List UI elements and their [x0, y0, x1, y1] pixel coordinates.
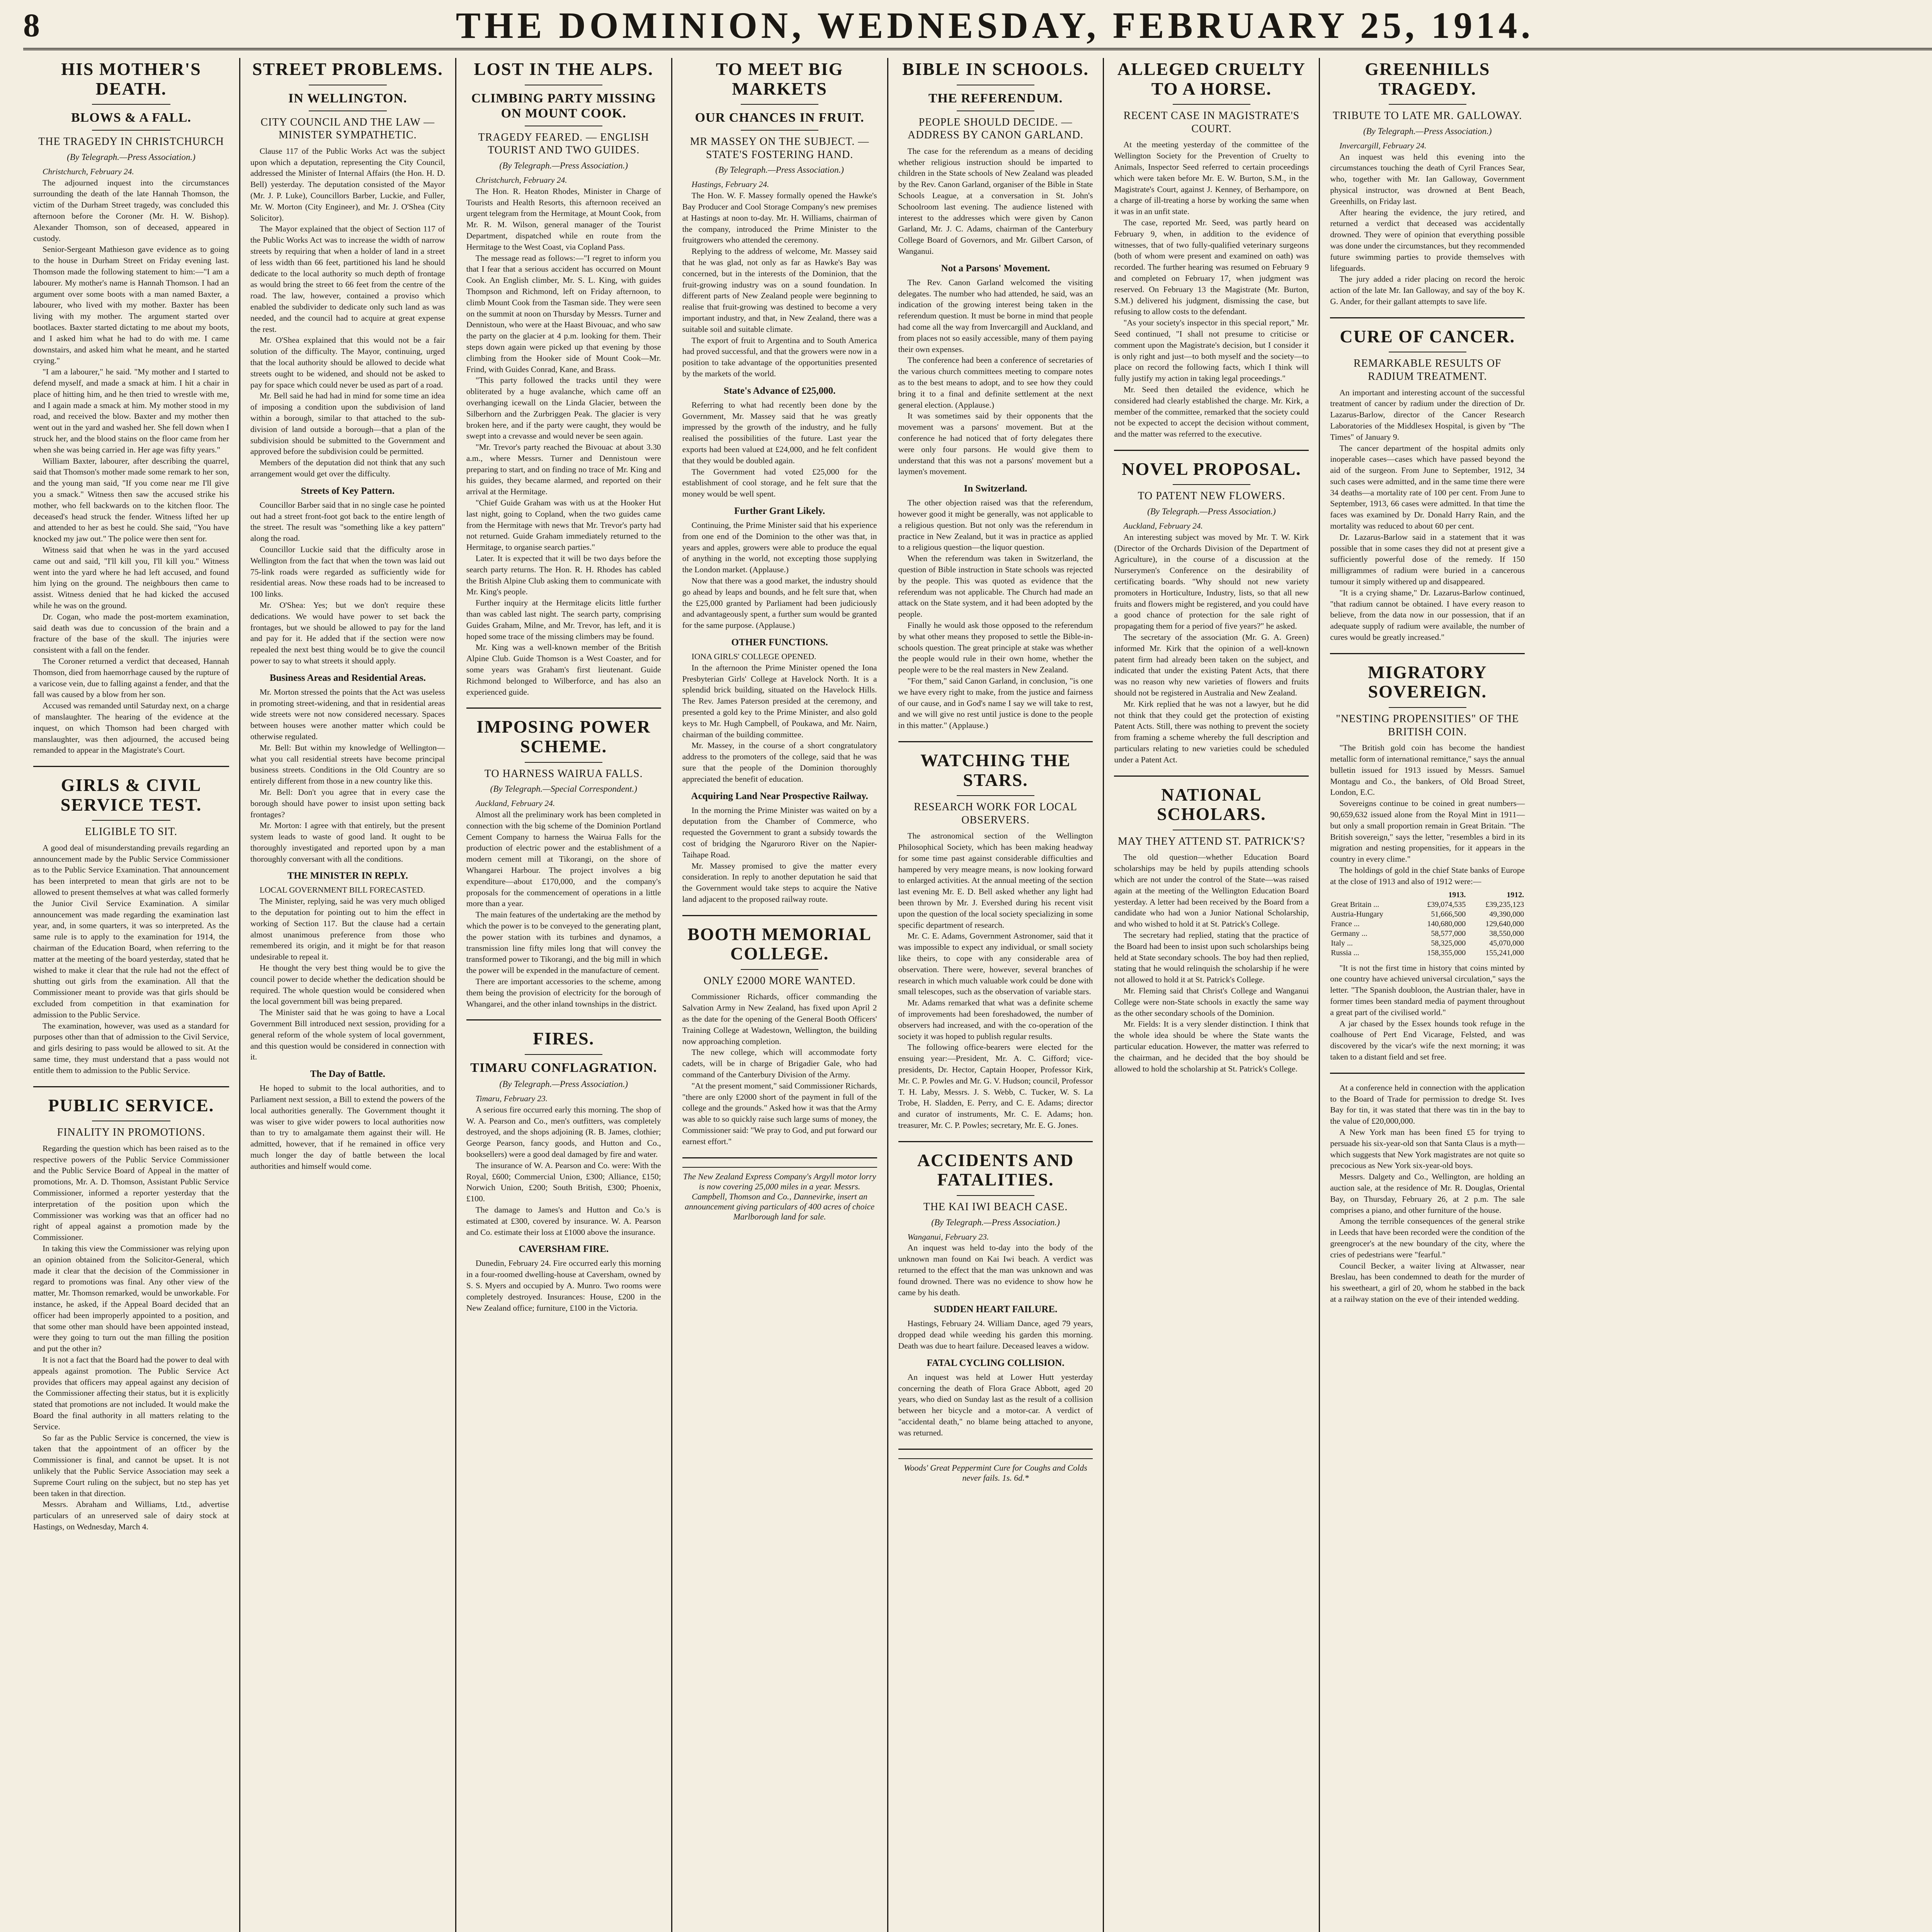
headline: IMPOSING POWER SCHEME.: [476, 717, 651, 757]
headline: MIGRATORY SOVEREIGN.: [1367, 662, 1487, 702]
subheadline: OUR CHANCES IN FRUIT.: [695, 111, 864, 125]
table-cell: £39,235,123: [1485, 900, 1524, 909]
paragraph: The following office-bearers were elected for the ensuing year:—President, Mr. A. C. Gifford; vice-presidents, Dr. Hector, Captain Hooper, Professor Kirk, Mr. C. P. Powles and Mr. G. V. Hudson; council, Professor T. H. Laby, Messrs. J. S. Webb, C. Tucker, W. S. La Trobe, H. Sladden, E. Perry, and C. E. Adams; director and curator of instruments, Mr. C. E. Adams; hon. treasurer, Mr. C. P. Powles; secretary, Mr. E. G. Jones.: [898, 1043, 1093, 1130]
paragraph: Commissioner Richards, officer commanding the Salvation Army in New Zealand, has fixed upon April 2 as the date for the opening of the General Booth Officers' Training College at Wadestown, Wellington, the building now approaching completion.: [682, 992, 877, 1046]
deck: ONLY £2000 MORE WANTED.: [703, 975, 856, 987]
paragraph: Dunedin, February 24. Fire occurred early this morning in a four-roomed dwelling-house at Caversham, owned by S. S. Myers and occupied by A. Munro. Two rooms were completely destroyed. Insurances: House, £200 in the New Zealand office; furniture, £100 in the Victoria.: [466, 1259, 661, 1313]
dateline: Timaru, February 23.: [475, 1094, 548, 1104]
deck: FINALITY IN PROMOTIONS.: [57, 1126, 206, 1139]
paragraph: The jury added a rider placing on record the heroic action of the late Mr. Ian Galloway, and say of the boy K. G. Ander, for their gallant attempts to save life.: [1330, 274, 1525, 306]
short-rule: [957, 795, 1035, 796]
paragraph: Mr. Bell: But within my knowledge of Wellington—what you call residential streets have become principal business streets. Conditions in the Old Country are so entirely different from those in a new country like this.: [250, 743, 445, 786]
paragraph: Regarding the question which has been raised as to the respective powers of the Public Service Commissioner and the Public Service Board of Appeal in the matter of promotions, Mr. A. D. Thomson, Assistant Public Service Commissioner, informed a reporter yesterday that the interpretation of the position upon which the Commissioner was working was that an officer had no right of appeal against a promotion made by the Commissioner.: [33, 1143, 229, 1242]
paragraph: An inquest was held to-day into the body of the unknown man found on Kai Iwi beach. A verdict was returned to the effect that the man was unknown and was found drowned. There was no evidence to show how he came by his death.: [898, 1243, 1093, 1297]
article-divider: [1330, 1073, 1525, 1074]
paragraph: Later. It is expected that it will be two days before the search party returns. The Hon. R. H. Rhodes has cabled the British Alpine Club asking them to communicate with Mr. King's people.: [466, 554, 661, 597]
paragraph: The Hon. R. Heaton Rhodes, Minister in Charge of Tourists and Health Resorts, this afternoon received an urgent telegram from the Hermitage, at Mount Cook, from Mr. R. M. Wilson, general manager of the Tourist Department, dispatched while en route from the Hermitage to the West Coast, via Copland Pass.: [466, 186, 661, 252]
headline: WATCHING THE STARS.: [920, 750, 1071, 790]
deck: MR MASSEY ON THE SUBJECT. — STATE'S FOSTERING HAND.: [690, 136, 869, 161]
paragraph: Accused was remanded until Saturday next, on a charge of manslaughter. The hearing of the evidence at the inquest, on which Thomson had been charged with manslaughter, was then adjourned, the accused being remanded to appear in the Magistrate's Court.: [33, 701, 229, 755]
article: [1114, 785, 1309, 1075]
article-divider: [682, 1157, 877, 1158]
paragraph: In the afternoon the Prime Minister opened the Iona Presbyterian Girls' College at Havelock North. It is a splendid brick building, situated on the Havelock Hills. The Rev. James Paterson presided at the ceremony, and presented a gold key to the Prime Minister, and also gold keys to Mr. Hugh Campbell, of Poukawa, and Mr. Nairn, chairman of the building committee.: [682, 663, 877, 739]
article-divider: [466, 1019, 661, 1020]
paragraph: "Chief Guide Graham was with us at the Hooker Hut last night, going to Copland, when the two guides came from the Hermitage with news that Mr. Trevor's party had not returned. Guide Graham immediately returned to the Hermitage, to organise search parties.": [466, 498, 661, 552]
table-cell: 51,666,500: [1431, 910, 1466, 918]
table-cell: Austria-Hungary: [1331, 910, 1383, 918]
column-4: [671, 58, 887, 1932]
table-row: [1330, 939, 1525, 948]
column-3: [455, 58, 671, 1932]
section-heading: In Switzerland.: [964, 483, 1027, 494]
paragraph: At the meeting yesterday of the committee of the Wellington Society for the Prevention of Cruelty to Animals, Inspector Seed referred to certain proceedings which were taken before Mr. E. W. Burton, S.M., in the Magistrate's Court, against J. Kenney, of Berhampore, on a charge of ill-treating a horse by working the same when it was in an unfit state.: [1114, 140, 1309, 216]
dateline: Invercargill, February 24.: [1339, 141, 1427, 150]
paragraph: A New York man has been fined £5 for trying to persuade his six-year-old son that Santa Claus is a myth—which suggests that New York magistrates are not quite so precocious as New York six-year-old boys.: [1330, 1127, 1525, 1170]
paragraph: Finally he would ask those opposed to the referendum by what other means they proposed to settle the Bible-in-schools question. The great principle at stake was whether the people would rule in their own home, whether the people were to be the real masters in New Zealand.: [898, 620, 1093, 675]
article: [682, 60, 877, 905]
article: [898, 60, 1093, 731]
paragraph: The main features of the undertaking are the method by which the power is to be conveyed to the generating plant, the power station with its turbines and dynamos, a transmission line fifty miles long that will convey the transformed power to Tikorangi, and the big mill in which the power will be expended in the manufacture of cement.: [466, 910, 661, 975]
paragraph: There are important accessories to the scheme, among them being the provision of electricity for the borough of Whangarei, and the other inland townships in the district.: [466, 976, 661, 1009]
headline: GREENHILLS TRAGEDY.: [1365, 59, 1490, 99]
paragraph: "Mr. Trevor's party reached the Bivouac at about 3.30 a.m., where Messrs. Turner and Dennistoun were preparing to start, and on finding no trace of Mr. King and his guides, they became alarmed, and reported on their arrival at the Hermitage.: [466, 442, 661, 497]
paragraph: "As your society's inspector in this special report," Mr. Seed continued, "I shall not presume to criticise or comment upon the Magistrate's decision, but I consider it is only right and just—to both myself and the society—to place on record the following facts, which I think will fully justify my action in taking legal proceedings.": [1114, 318, 1309, 383]
table-cell: 155,241,000: [1485, 948, 1524, 957]
paragraph: The astronomical section of the Wellington Philosophical Society, which has been making headway for some time past against considerable difficulties and hampered by very meagre means, is now looking forward to enlarged activities. At the annual meeting of the section last evening Mr. E. D. Bell asked whether any light had been thrown by Mr. J. Evershed during his recent visit upon the question of the local society specializing in some specific department of research.: [898, 831, 1093, 930]
paragraph: Mr. C. E. Adams, Government Astronomer, said that it was impossible to expect any individual, or small society like theirs, to cope with any considerable area of observation. There were, however, several branches of research in which much valuable work could be done with small telescopes, such as the observation of variable stars.: [898, 931, 1093, 997]
paragraph: Mr. O'Shea explained that this would not be a fair solution of the difficulty. The Mayor, continuing, urged that the local authority should be allowed to decide what streets ought to be widened, and should not be asked to pay for space which could never be used as part of a road.: [250, 335, 445, 389]
paragraph: Dr. Cogan, who made the post-mortem examination, said death was due to concussion of the brain and a fracture of the base of the skull. The injuries were consistent with a fall on the fender.: [33, 612, 229, 655]
table-row: [1330, 948, 1525, 958]
paragraph: Mr. Morton stressed the points that the Act was useless in promoting street-widening, and that in residential areas wide streets were not now considered necessary. Spaces between houses were another matter which could be otherwise regulated.: [250, 687, 445, 741]
article-divider: [898, 1449, 1093, 1450]
paragraph: Mr. Morton: I agree with that entirely, but the present system leads to waste of good land. It ought to be thoroughly investigated and reported upon by a man thoroughly conversant with all the conditions.: [250, 821, 445, 864]
dateline: Auckland, February 24.: [475, 799, 555, 808]
headline: CURE OF CANCER.: [1340, 326, 1515, 346]
table-header-cell: 1912.: [1507, 890, 1524, 899]
article-divider: [898, 741, 1093, 742]
paragraph: Hastings, February 24. William Dance, aged 79 years, dropped dead while weeding his garden this morning. Death was due to heart failure. Deceased leaves a widow.: [898, 1319, 1093, 1350]
short-rule: [1173, 104, 1251, 105]
column-6: [1103, 58, 1319, 1932]
table-cell: Italy ...: [1331, 939, 1353, 947]
paragraph: Almost all the preliminary work has been completed in connection with the big scheme of the Dominion Portland Cement Company to harness the Wairua Falls for the production of electric power and the establishment of a modern cement mill at Tikorangi, on the shore of Whangarei Harbour. The project involves a big expenditure—about £170,000, and the company's proposals for the commencement of operations in a little more than a year.: [466, 810, 661, 908]
column-7: [1319, 58, 1535, 1932]
deck: THE KAI IWI BEACH CASE.: [923, 1201, 1068, 1213]
paragraph: The Minister, replying, said he was very much obliged to the deputation for pointing out to him the effect in working of Section 117. But the clause had a certain almost unanimous preference from those who remembered its origin, and it might be for that reason undesirable to repeal it.: [250, 896, 445, 962]
table-cell: 58,577,000: [1431, 929, 1466, 938]
paragraph: Messrs. Abraham and Williams, Ltd., advertise particulars of an unreserved sale of dairy stock at Hastings, on Wednesday, March 4.: [33, 1500, 229, 1531]
paragraph: Members of the deputation did not think that any such arrangement would get over the difficulty.: [250, 458, 445, 478]
table-cell: 129,640,000: [1485, 919, 1524, 928]
paragraph: Witness said that when he was in the yard accused came out and said, "I'll kill you, I'll kill you." Witness went into the yard where he had left accused, and found him lying on the ground. The neighbours then came to assist. Witness denied that he had kicked the accused while he was on the ground.: [33, 545, 229, 610]
paragraph: Mr. Fleming said that Christ's College and Wanganui College were non-State schools in exactly the same way as the other secondary schools of the Dominion.: [1114, 986, 1309, 1018]
column-grid: [23, 58, 1932, 1932]
paragraph: Mr. O'Shea: Yes; but we don't require these dedications. We would have power to set back the frontages, but we should be allowed to pay for the land and pay for it. He added that if the section were now repealed the next best thing would be to give the council power to say to what streets it should apply.: [250, 600, 445, 665]
paragraph: So far as the Public Service is concerned, the view is taken that the appointment of an officer by the Commissioner is final, and cannot be upset. It is not unlikely that the Public Service Association may seek a Supreme Court ruling on the subject, but no step has yet been taken in that direction.: [33, 1433, 229, 1498]
paragraph: The Minister said that he was going to have a Local Government Bill introduced next session, providing for a general reform of the whole system of local government, and this question would be considered in connection with it.: [250, 1008, 445, 1062]
table-row: [1330, 919, 1525, 929]
article-divider: [1114, 450, 1309, 451]
table-cell: Germany ...: [1331, 929, 1367, 938]
table-cell: 49,390,000: [1489, 910, 1524, 918]
table-row: [1330, 910, 1525, 919]
article: [1330, 327, 1525, 643]
deck: PEOPLE SHOULD DECIDE. — ADDRESS BY CANON GARLAND.: [908, 116, 1083, 141]
dateline: Auckland, February 24.: [1123, 521, 1203, 531]
paragraph: Mr. Kirk replied that he was not a lawyer, but he did not think that they could get the protection of existing Patent Acts. Still, there was nothing to prevent the society from framing a scheme whereby the full description and particulars relating to new varieties could be scheduled under a Patent Act.: [1114, 699, 1309, 764]
section-heading: FATAL CYCLING COLLISION.: [927, 1357, 1065, 1368]
byline: (By Telegraph.—Press Association.): [1147, 507, 1276, 517]
paragraph: Replying to the address of welcome, Mr. Massey said that he was glad, not only as far as Hawke's Bay was concerned, but in the interests of the Dominion, that the fruit-growing industry was on a sound foundation. In different parts of New Zealand people were beginning to realise that fruit-growing was destined to become a very important industry, and that, in New Zealand, there was a suitable soil and suitable climate.: [682, 247, 877, 334]
paragraph: "It is a crying shame," Dr. Lazarus-Barlow continued, "that radium cannot be obtained. I have every reason to believe, from the data now in our possession, that if an adequate supply of radium were available, the number of cures would be greatly increased.": [1330, 588, 1525, 642]
paragraph: The new college, which will accommodate forty cadets, will be in charge of Brigadier Gale, who had command of the Canterbury Division of the Army.: [682, 1048, 877, 1080]
paragraph: The case, reported Mr. Seed, was partly heard on February 9, when, in addition to the evidence of witnesses, that of two fully-qualified veterinary surgeons (both of whom were present and examined on oath) was recorded. The further hearing was resumed on February 9 and completed on February 17, when judgment was reserved. On February 13 the Magistrate (Mr. Burton, S.M.) delivered his judgment, dismissing the case, but refusing to allow costs to the defendant.: [1114, 218, 1309, 316]
short-rule: [1389, 707, 1467, 708]
paragraph: In the morning the Prime Minister was waited on by a deputation from the Chamber of Commerce, who requested the Government to grant a subsidy towards the cost of bridging the Ngaruroro River on the Napier-Taihape Road.: [682, 805, 877, 859]
article-divider: [466, 707, 661, 709]
headline: LOST IN THE ALPS.: [474, 59, 653, 79]
dateline: Christchurch, February 24.: [475, 175, 567, 185]
paragraph: An important and interesting account of the successful treatment of cancer by radium under the direction of Dr. Lazarus-Barlow, director of the Cancer Research Laboratories of the Middlesex Hospital, is given by "The Times" of January 9.: [1330, 388, 1525, 442]
paragraph: Sovereigns continue to be coined in great numbers—90,659,632 issued alone from the Royal Mint in 1911—but only a small proportion remain in Great Britain. "The British sovereign," says the letter, "resembles a bird in its migration and nesting propensities, for it appears in the country in every clime.": [1330, 799, 1525, 864]
byline: (By Telegraph.—Press Association.): [931, 1217, 1060, 1227]
paragraph: The secretary of the association (Mr. G. A. Green) informed Mr. Kirk that the opinion of a well-known patent firm had already been taken on the subject, and indicated that under the existing Patent Acts, that there was no reason why new varieties of flowers and fruits should not be registered in Australia and New Zealand.: [1114, 633, 1309, 698]
headline: HIS MOTHER'S DEATH.: [61, 59, 201, 99]
article-divider: [33, 766, 229, 767]
article-divider: [1114, 776, 1309, 777]
paragraph: Now that there was a good market, the industry should go ahead by leaps and bounds, and he felt sure that, when the £25,000 granted by Parliament had been judiciously and advantageously spent, a further sum would be granted for the same purpose. (Applause.): [682, 576, 877, 630]
masthead: [23, 2, 1932, 50]
byline: (By Telegraph.—Press Association.): [1363, 126, 1492, 136]
paragraph: The secretary had replied, stating that the practice of the Board had been to insist upon such scholarships being held at State secondary schools. The boy had then replied, stating that he would relinquish the scholarship if he were not allowed to hold it at St. Patrick's College.: [1114, 930, 1309, 985]
advertisement: The New Zealand Express Company's Argyll motor lorry is now covering 25,000 miles in a year. Messrs. Campbell, Thomson and Co., Dannevirke, insert an announcement giving particulars of 400 acres of choice Marlborough land for sale.: [682, 1167, 877, 1222]
paragraph: The adjourned inquest into the circumstances surrounding the death of the late Hannah Thomson, the victim of the Durham Street tragedy, was concluded this afternoon before the Coroner (Mr. H. W. Bishop). Alexander Thomson, son of deceased, appeared in custody.: [33, 178, 229, 243]
paragraph: A jar chased by the Essex hounds took refuge in the coalhouse of Pert End Vicarage, Felsted, and was discovered by the vicar's wife the next morning; it was taken to a distant field and set free.: [1330, 1019, 1525, 1061]
article: [33, 1096, 229, 1532]
headline: NOVEL PROPOSAL.: [1122, 459, 1301, 479]
deck: ELIGIBLE TO SIT.: [85, 826, 178, 838]
advertisement: Woods' Great Peppermint Cure for Coughs and Colds never fails. 1s. 6d.*: [898, 1458, 1093, 1483]
subheadline: BLOWS & A FALL.: [71, 111, 191, 125]
headline: TO MEET BIG MARKETS: [716, 59, 844, 99]
column-2: [239, 58, 455, 1932]
table-header-cell: 1913.: [1448, 890, 1466, 899]
section-heading: State's Advance of £25,000.: [723, 385, 836, 396]
article: [466, 60, 661, 697]
headline: BIBLE IN SCHOOLS.: [902, 59, 1089, 79]
section-heading: OTHER FUNCTIONS.: [731, 637, 828, 648]
paragraph: Mr. Adams remarked that what was a definite scheme of improvements had been foreshadowed, the number of observers had increased, and with the co-operation of the society it was hoped to publish regular results.: [898, 998, 1093, 1041]
paragraph: Mr. Massey promised to give the matter every consideration. In reply to another deputation he said that the Government would take steps to acquire the Native land adjacent to the proposed railway route.: [682, 861, 877, 904]
deck: CITY COUNCIL AND THE LAW — MINISTER SYMPATHETIC.: [260, 116, 435, 141]
paragraph: It is not a fact that the Board had the power to deal with appeals against promotion. The Public Service Act provides that officers may appeal against any decision of the Commissioner affecting their status, but it is explicitly stated that promotions are not included. It would make the Board the final authority in all matters relating to the Service.: [33, 1355, 229, 1431]
headline: ACCIDENTS AND FATALITIES.: [917, 1150, 1074, 1190]
paragraph: Mr. Seed then detailed the evidence, which he considered had clearly established the charge. Mr. Kirk, a member of the committee, remarked that the society could not be expected to accept the decision without comment, and the matter was referred to the executive.: [1114, 384, 1309, 439]
article: [33, 776, 229, 1076]
section-heading: Further Grant Likely.: [734, 505, 825, 516]
article: [466, 1029, 661, 1313]
short-rule: [741, 104, 819, 105]
paragraph: The holdings of gold in the chief State banks of Europe at the close of 1913 and also of 1912 were:—: [1330, 865, 1525, 886]
short-rule: [525, 762, 603, 763]
table-header-row: [1330, 890, 1525, 900]
byline: (By Telegraph.—Press Association.): [499, 160, 628, 170]
paragraph: The Hon. W. F. Massey formally opened the Hawke's Bay Producer and Cool Storage Company's new premises at Hastings at noon to-day. Mr. H. Williams, chairman of the company, introduced the Prime Minister to the fruitgrowers who attended the ceremony.: [682, 191, 877, 245]
paragraph: The Rev. Canon Garland welcomed the visiting delegates. The number who had attended, he said, was an indication of the growing interest being taken in the referendum question. It must be borne in mind that people had come all the way from Invercargill and Auckland, and from places not so easily accessible, many of them paying their own expenses.: [898, 277, 1093, 354]
article-divider: [682, 915, 877, 916]
paragraph: Council Becker, a waiter living at Altwasser, near Breslau, has been condemned to death for the murder of his sweetheart, a girl of 20, whom he stabbed in the back at a railway station on the eve of their intended wedding.: [1330, 1261, 1525, 1304]
table-cell: France ...: [1331, 919, 1360, 928]
deck: RESEARCH WORK FOR LOCAL OBSERVERS.: [913, 801, 1078, 826]
section-heading: THE MINISTER IN REPLY.: [287, 871, 408, 881]
table-row: [1330, 900, 1525, 910]
headline: ALLEGED CRUELTY TO A HORSE.: [1117, 59, 1306, 99]
deck: REMARKABLE RESULTS OF RADIUM TREATMENT.: [1354, 357, 1502, 383]
article: [682, 1167, 877, 1222]
byline: (By Telegraph.—Press Association.): [499, 1079, 628, 1089]
paragraph: He thought the very best thing would be to give the council power to decide whether the dedication should be required. The whole question would be considered when the local government bill was being prepared.: [250, 963, 445, 1006]
article: [1330, 663, 1525, 1063]
deck: "NESTING PROPENSITIES" OF THE BRITISH COIN.: [1336, 713, 1519, 738]
deck: MAY THEY ATTEND ST. PATRICK'S?: [1117, 835, 1305, 847]
paragraph: Further inquiry at the Hermitage elicits little further than was cabled last night. The search party, comprising Guides Graham, Milne, and Mr. Trevor, has left, and it is hoped some trace of the missing climbers may be found.: [466, 598, 661, 641]
short-rule: [957, 1195, 1035, 1196]
dateline: Hastings, February 24.: [691, 180, 769, 189]
short-rule: [741, 969, 819, 970]
paragraph: When the referendum was taken in Switzerland, the question of Bible instruction in State schools was rejected by the people. This was quoted as evidence that the referendum was not applicable. The Church had made an attack on the State system, and it had been adopted by the people.: [898, 554, 1093, 619]
paragraph: LOCAL GOVERNMENT BILL FORECASTED.: [259, 885, 425, 895]
table-cell: Great Britain ...: [1331, 900, 1379, 909]
section-heading: CAVERSHAM FIRE.: [519, 1244, 609, 1255]
paragraph: Clause 117 of the Public Works Act was the subject upon which a deputation, representing the City Council, addressed the Minister of Internal Affairs (the Hon. H. D. Bell) yesterday. The deputation consisted of the Mayor (Mr. J. P. Luke), Councillors Barber, Luckie, and Fuller, Mr. W. Morton (City Engineer), and Mr. J. O'Shea (City Solicitor).: [250, 146, 445, 223]
section-heading: Streets of Key Pattern.: [301, 485, 395, 496]
deck: RECENT CASE IN MAGISTRATE'S COURT.: [1123, 110, 1300, 135]
paragraph: Messrs. Dalgety and Co., Wellington, are holding an auction sale, at the residence of Mr. R. Douglas, Oriental Bay, on Thursday, February 26, at 2 p.m. The sale comprises a piano, and other furniture of the house.: [1330, 1172, 1525, 1215]
paragraph: The conference had been a conference of secretaries of the various church committees meeting to compare notes as to the best means to adopt, and to see how they could bring it to a final and definite settlement at the next general election. (Applause.): [898, 355, 1093, 410]
paragraph: Among the terrible consequences of the general strike in Leeds that have been recorded were the condition of the greengrocer's at the new boundary of the city, where the cries of pedestrians were "fearful.": [1330, 1216, 1525, 1259]
article-divider: [1330, 653, 1525, 654]
subheadline: TIMARU CONFLAGRATION.: [470, 1060, 657, 1075]
paragraph: Dr. Lazarus-Barlow said in a statement that it was possible that in some cases they did not at present give a sufficiently powerful dose of the remedy. If 150 milligrammes of radium were buried in a cancerous tumour it simply withered up and disappeared.: [1330, 532, 1525, 587]
section-heading: SUDDEN HEART FAILURE.: [934, 1304, 1058, 1315]
paragraph: The message read as follows:—"I regret to inform you that I fear that a serious accident has occurred on Mount Cook. An English climber, Mr. S. L. King, with guides Thompson and Richmond, left on Friday afternoon, to climb Mount Cook from the Tasman side. They were seen on the summit at noon on Thursday by Messrs. Turner and Dennistoun, who were at the Haast Bivouac, and who saw the party on the glacier at 4 p.m. looking for them. Their steps down again were picked up that evening by those climbing from the Hooker side of Mount Cook—Mr. Frind, with Guides Conrad, Kane, and Brass.: [466, 253, 661, 374]
paragraph: The Mayor explained that the object of Section 117 of the Public Works Act was to increase the width of narrow streets by requiring that when a holder of land in a street of less width than 66 feet, partitioned his land he should dedicate to the local authority so much depth of frontage as would bring the street to 66 feet from the centre of the road. The law, however, contained a proviso which enabled the subdivider to dedicate only such land as was needed, and the council had to acquire at great expense the rest.: [250, 224, 445, 334]
dateline: Wanganui, February 23.: [907, 1232, 989, 1242]
paragraph: An inquest was held this evening into the circumstances touching the death of Cyril Frances Sear, who, together with Mr. Ian Galloway, Government physical instructor, was drowned at Bent Beach, Greenhills, on Friday last.: [1330, 152, 1525, 206]
paragraph: The cancer department of the hospital admits only inoperable cases—cases which have passed beyond the aid of the surgeon. From June to September, 1912, 34 such cases were admitted, and in the same time there were 34 deaths—a mortality rate of 100 per cent. From June to September, 1913, 66 cases were admitted. In that time the faces was examined by Dr. Donald Harry Rain, and the mortality was reduced to about 60 per cent.: [1330, 443, 1525, 531]
paragraph: The insurance of W. A. Pearson and Co. were: With the Royal, £600; Commercial Union, £300; Alliance, £150; Norwich Union, £200; South British, £300; Phoenix, £100.: [466, 1160, 661, 1204]
paragraph: The other objection raised was that the referendum, however good it might be generally, was not applicable to a religious question. But not only was the referendum in practice in New Zealand, but it was in practice as applied to a religious question—the liquor question.: [898, 498, 1093, 552]
deck: TRIBUTE TO LATE MR. GALLOWAY.: [1333, 110, 1522, 122]
paragraph: Continuing, the Prime Minister said that his experience from one end of the Dominion to the other was that, in years and apples, growers were able to produce the equal of anything in the world, not excepting those supplying the London market. (Applause.): [682, 520, 877, 575]
article: [898, 1151, 1093, 1439]
paragraph: Councillor Luckie said that the difficulty arose in Wellington from the fact that when the town was laid out 75-link roads were regarded as sufficiently wide for residential areas. Now these roads had to be increased to 100 links.: [250, 544, 445, 599]
headline: BOOTH MEMORIAL COLLEGE.: [687, 924, 872, 964]
paragraph: "This party followed the tracks until they were obliterated by a huge avalanche, which came off an overhanging icewall on the Linda Glacier, between the Silberhorn and the Zurbriggen Peak. The glacier is very broken here, and if the party were caught, they would be swept into a crevasse and would never be seen again.: [466, 376, 661, 441]
paragraph: The Coroner returned a verdict that deceased, Hannah Thomson, died from haemorrhage caused by the rupture of a varicose vein, due to falling against a fender, and that the fall was caused by a blow from her son.: [33, 656, 229, 699]
short-rule: [92, 130, 170, 131]
paragraph: IONA GIRLS' COLLEGE OPENED.: [691, 651, 816, 661]
subheadline: CLIMBING PARTY MISSING ON MOUNT COOK.: [471, 91, 656, 121]
dateline: Christchurch, February 24.: [43, 167, 134, 176]
article-divider: [898, 1141, 1093, 1142]
short-rule: [92, 104, 170, 105]
table-cell: 58,325,000: [1431, 939, 1466, 947]
paragraph: Referring to what had recently been done by the Government, Mr. Massey said that he was greatly impressed by the growth of the industry, and he fully realised the possibilities of the future. Last year the exports had been valued at £24,000, and he felt confident that they would be doubled again.: [682, 400, 877, 465]
short-rule: [1173, 484, 1251, 485]
paragraph: After hearing the evidence, the jury retired, and returned a verdict that deceased was accidentally drowned. They were of opinion that everything possible was done under the circumstances, but they recommended future swimming parties to provide themselves with lifeguards.: [1330, 207, 1525, 273]
paragraph: Mr. Massey, in the course of a short congratulatory address to the promoters of the college, said that he was sure that the people of the Dominion thoroughly appreciated the benefit of education.: [682, 741, 877, 784]
article: [898, 751, 1093, 1131]
paragraph: William Baxter, labourer, after describing the quarrel, said that Thomson's mother made some remark to her son, and the young man said, "If you come near me I'll give you a smack." Witness then saw the accused strike his mother, who fell backwards on to the kitchen floor. The deceased's head struck the fender. Witness lifted her up and attended to her as best he could. She said, "You have knocked my jaw out." The police were then sent for.: [33, 456, 229, 544]
table-row: [1330, 929, 1525, 939]
table-cell: £39,074,535: [1427, 900, 1466, 909]
deck: THE TRAGEDY IN CHRISTCHURCH: [38, 136, 224, 148]
short-rule: [525, 1054, 603, 1055]
short-rule: [1389, 104, 1467, 105]
paragraph: "For them," said Canon Garland, in conclusion, "is one we have every right to make, from the justice and fairness of our cause, and in God's name I say we will take to rest, and we will give no rest until justice is done to the people in this matter." (Applause.): [898, 676, 1093, 730]
paragraph: The Government had voted £25,000 for the establishment of cool storage, and he felt sure that the money would be well spent.: [682, 467, 877, 499]
byline: (By Telegraph.—Press Association.): [67, 152, 196, 162]
paragraph: Mr. King was a well-known member of the British Alpine Club. Guide Thomson is a West Coaster, and for some years was Graham's first lieutenant. Guide Richmond belonged to Wilberforce, and has also an experienced guide.: [466, 643, 661, 697]
deck: TO HARNESS WAIRUA FALLS.: [484, 767, 643, 780]
paragraph: A good deal of misunderstanding prevails regarding an announcement made by the Public Service Commissioner as to the Public Service Examination. That announcement has been interpreted to mean that girls are not to be allowed to present themselves at what was called formerly the Junior Civil Service Examination. A similar announcement was made regarding the examination last year, and, in some quarters, it was so interpreted. As the same rule is to apply to the examination for 1914, the chairman of the Education Board, when referring to the matter at the meeting of the board yesterday, stated that he wished to make it clear that the rule had not the effect of shutting out girls from the examination. All that the Commissioner meant to provide was that girls should be excluded from competition in that examination for admission to the Public Service.: [33, 843, 229, 1019]
paragraph: A serious fire occurred early this morning. The shop of W. A. Pearson and Co., men's outfitters, was completely destroyed, and the shops adjoining (R. B. James, clothier; George Pearson, fancy goods, and Hutton and Co., booksellers) were a good deal damaged by fire and water.: [466, 1105, 661, 1159]
section-heading: Acquiring Land Near Prospective Railway.: [691, 791, 868, 801]
article: [1114, 60, 1309, 440]
section-heading: The Day of Battle.: [310, 1069, 386, 1080]
table-header-cell: [1330, 890, 1408, 900]
page-number: 8: [23, 7, 40, 44]
table-cell: Russia ...: [1331, 948, 1359, 957]
paragraph: At a conference held in connection with the application to the Board of Trade for permission to dredge St. Ives Bay for tin, it was stated that there was tin in the bay to the value of £20,000,000.: [1330, 1083, 1525, 1126]
article: [1330, 60, 1525, 307]
article: [1114, 459, 1309, 765]
article-divider: [33, 1086, 229, 1087]
headline: STREET PROBLEMS.: [252, 59, 443, 79]
table-cell: 45,070,000: [1489, 939, 1524, 947]
headline: PUBLIC SERVICE.: [48, 1095, 214, 1115]
article: [33, 60, 229, 756]
byline: (By Telegraph.—Special Correspondent.): [490, 784, 637, 794]
gold-holdings-table: [1330, 890, 1525, 958]
table-cell: 140,680,000: [1427, 919, 1466, 928]
headline: GIRLS & CIVIL SERVICE TEST.: [60, 775, 202, 815]
table-cell: 38,550,000: [1489, 929, 1524, 938]
paragraph: The damage to James's and Hutton and Co.'s is estimated at £300, covered by insurance. W. A. Pearson and Co. estimate their loss at £1000 above the insurance.: [466, 1205, 661, 1237]
headline: FIRES.: [533, 1029, 595, 1049]
headline: NATIONAL SCHOLARS.: [1157, 784, 1266, 824]
section-heading: Not a Parsons' Movement.: [941, 263, 1050, 274]
paragraph: Mr. Fields: It is a very slender distinction. I think that the whole idea should be where the State wants the particular education. However, the matter was referred to the chairman, and he decided that the boy should be allowed to hold the scholarship at St. Patrick's College.: [1114, 1019, 1309, 1073]
article: [250, 60, 445, 1172]
subheadline: THE REFERENDUM.: [928, 91, 1063, 105]
byline: (By Telegraph.—Press Association.): [715, 165, 844, 175]
article: [1330, 1082, 1525, 1305]
page-title: THE DOMINION, WEDNESDAY, FEBRUARY 25, 1914.: [456, 4, 1534, 46]
paragraph: The examination, however, was used as a standard for purposes other than that of admission to the Civil Service, and girls desiring to pass would be allowed to sit. At the same time, they must understand that a pass would not entitle them to admission to the Public Service.: [33, 1021, 229, 1075]
paragraph: In taking this view the Commissioner was relying upon an opinion obtained from the Solicitor-General, which made it clear that the decision of the Commissioner in regard to promotions was final. Any other view of the matter, Mr. Thomson remarked, would be unworkable. For instance, he asked, if the Appeal Board decided that an officer had been improperly appointed to a position, and that some other man should have been appointed instead, were they going to turn out the man filling the position and put the other in?: [33, 1243, 229, 1354]
column-5: [887, 58, 1103, 1932]
paragraph: "I am a labourer," he said. "My mother and I started to defend myself, and made a smack at him. I hit a chair in place of hitting him, and he then tried to wrestle with me, and I again made a smack at him. My mother stood in my road, and received the blow. Baxter and my mother then went out in the yard and washed her. She fell down when I struck her, and the blood stains on the floor came from her when she was being carried in. Her age was fifty years.": [33, 367, 229, 454]
column-1: [23, 58, 239, 1932]
paragraph: An inquest was held at Lower Hutt yesterday concerning the death of Flora Grace Abbott, aged 20 years, who died on Sunday last as the result of a collision between her bicycle and a motor-car. A verdict of "accidental death," no blame being attached to anyone, was returned.: [898, 1372, 1093, 1437]
article-divider: [1330, 317, 1525, 318]
paragraph: Councillor Barber said that in no single case he pointed out had a street front-foot got back to the entire length of the street. The result was "something like a key pattern" along the road.: [250, 500, 445, 543]
short-rule: [741, 130, 819, 131]
paragraph: Senior-Sergeant Mathieson gave evidence as to going to the house in Durham Street on Friday evening last. Thomson made the following statement to him:—"I am a labourer. My mother's name is Hannah Thomson. I had an argument over some boots with a man named Baxter, a labourer, who lived with my mother. Baxter has been living with my mother. The argument started over bootlaces. Baxter started dictating to me about my boots, and I asked him what he had to do with me. I came downstairs, and asked him what he meant, and he started crying.": [33, 245, 229, 366]
paragraph: Mr. Bell: Don't you agree that in every case the borough should have power to insist upon setting back frontages?: [250, 787, 445, 819]
paragraph: The old question—whether Education Board scholarships may be held by pupils attending schools which are not under the control of the State—was raised again at the meeting of the Wellington Education Board yesterday. A letter had been received by the Board from a candidate who had won a Junior National Scholarship, and who wished to hold it at St. Patrick's College.: [1114, 852, 1309, 929]
subheadline: IN WELLINGTON.: [288, 91, 407, 105]
article: [682, 925, 877, 1147]
paragraph: He hoped to submit to the local authorities, and to Parliament next session, a Bill to extend the powers of the local authorities generally. The Government thought it was wiser to give wider powers to local authorities now than to try to amalgamate them against their will. He admitted, however, that if he remained in office very much longer the day of battle between the local authorities and himself would come.: [250, 1083, 445, 1171]
paragraph: The case for the referendum as a means of deciding whether religious instruction should be imparted to children in the State schools of New Zealand was pleaded by the Rev. Canon Garland, organiser of the Bible in State Schools League, at a conversation in St. John's Schoolroom last evening. The audience listened with interest to the addresses which were given by Canon Garland, Mr. J. C. Adams, chairman of the Canterbury College Board of Governors, and Mr. Gilbert Carson, of Wanganui.: [898, 146, 1093, 256]
section-heading: Business Areas and Residential Areas.: [269, 672, 426, 683]
paragraph: An interesting subject was moved by Mr. T. W. Kirk (Director of the Orchards Division of the Department of Agriculture), in the course of a discussion at the Nurserymen's Conference on the desirability of certificating boards. "Why should not new variety promoters in Horticulture, Industry, lists, so that all new fruits and flowers might be registered, and you could have a good chance of protection for the sale right of propagating them for a period of five years?" he asked.: [1114, 532, 1309, 631]
paragraph: "At the present moment," said Commissioner Richards, "there are only £2000 short of the payment in full of the college and the grounds." Asked how it was that the Army was able to so quickly raise such large sums of money, the Commissioner said: "We pray to God, and put forward our earnest effort.": [682, 1081, 877, 1146]
paragraph: "The British gold coin has become the handiest metallic form of international remittance," says the annual bulletin issued for 1913 issued by Messrs. Samuel Montagu and Co., the bankers, of Old Broad Street, London, E.C.: [1330, 743, 1525, 797]
article: [898, 1458, 1093, 1483]
paragraph: Mr. Bell said he had had in mind for some time an idea of imposing a condition upon the subdivision of land within a borough, similar to that attached to the sub-division of land outside a borough—that a plan of the subdivision should be submitted to the Government and approved before the subdivision could be permitted.: [250, 391, 445, 456]
short-rule: [92, 820, 170, 821]
deck: TRAGEDY FEARED. — ENGLISH TOURIST AND TWO GUIDES.: [478, 131, 649, 156]
article: [466, 717, 661, 1009]
paragraph: The export of fruit to Argentina and to South America had proved successful, and that the growers were now in a position to take advantage of the opportunities presented by the markets of the world.: [682, 335, 877, 379]
paragraph: "It is not the first time in history that coins minted by one country have achieved universal circulation," says the letter. "The Spanish doubloon, the Austrian thaler, have in former times been standard media of payment throughout a great part of the civilised world.": [1330, 963, 1525, 1017]
paragraph: It was sometimes said by their opponents that the movement was a parsons' movement. But at the conference he had noticed that of forty delegates there were only four parsons. He would give them to understand that this was not a parsons' movement but a laymen's movement.: [898, 411, 1093, 476]
deck: TO PATENT NEW FLOWERS.: [1138, 490, 1286, 502]
table-cell: 158,355,000: [1427, 948, 1466, 957]
